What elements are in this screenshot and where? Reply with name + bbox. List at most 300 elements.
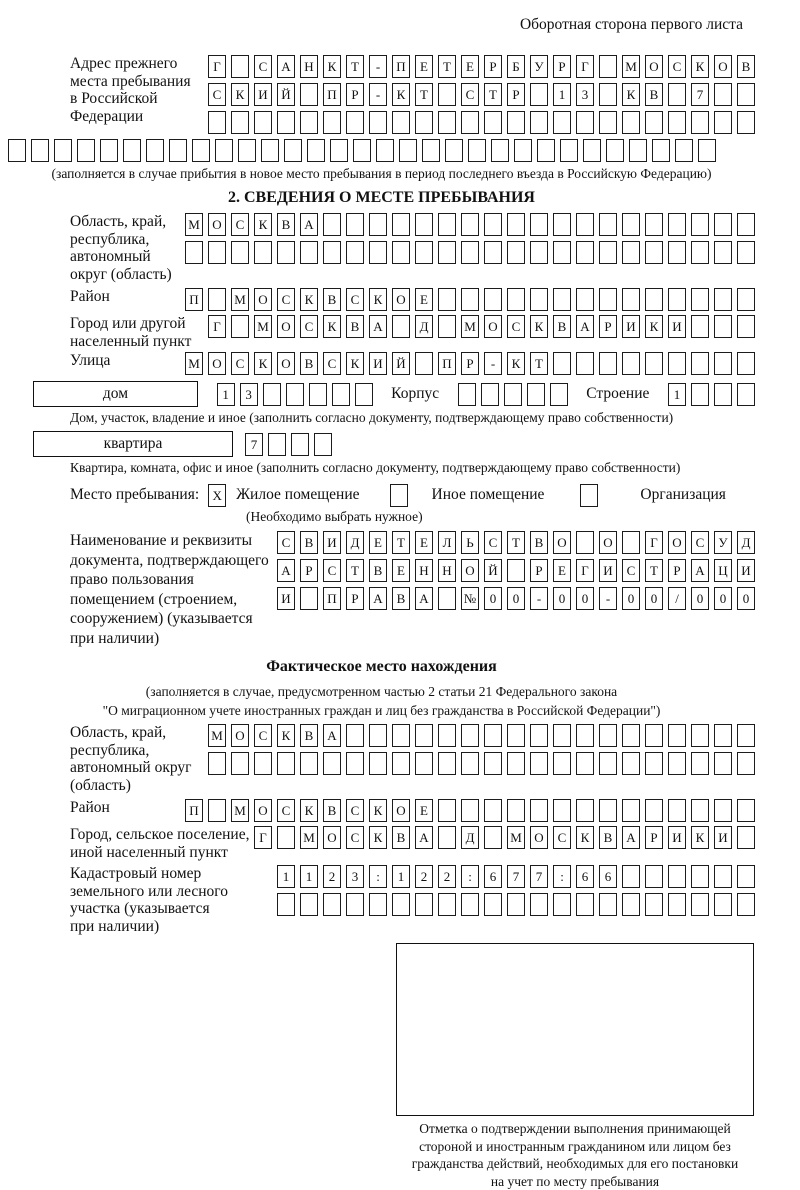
cadastral-label	[70, 865, 228, 935]
char-cell: Ц	[714, 559, 732, 582]
char-cell: П	[185, 288, 203, 311]
char-cell	[622, 799, 640, 822]
checkbox-residential: X	[208, 484, 226, 507]
char-cell	[504, 383, 522, 406]
char-cell	[737, 352, 755, 375]
char-cell	[714, 383, 732, 406]
char-cell	[300, 587, 318, 610]
char-cell	[484, 111, 502, 134]
char-cell	[668, 83, 686, 106]
char-cell: С	[277, 288, 295, 311]
char-cell: А	[277, 559, 295, 582]
apartment-note: Квартира, комната, офис и иное (заполнить согласно документу, подтверждающему право собственности)	[70, 460, 755, 476]
char-cell	[445, 139, 463, 162]
char-cell: Р	[553, 55, 571, 78]
char-cell	[392, 213, 410, 236]
char-cell: С	[346, 826, 364, 849]
char-cell	[652, 139, 670, 162]
char-cell	[530, 288, 548, 311]
char-cell	[231, 241, 249, 264]
region-field	[8, 213, 755, 283]
district-field	[8, 288, 755, 311]
district-label: Район	[70, 288, 110, 306]
char-cell	[691, 383, 709, 406]
label-line: Область, край,	[70, 213, 172, 231]
char-cell: О	[208, 213, 226, 236]
char-cell: И	[668, 826, 686, 849]
char-cell	[645, 724, 663, 747]
char-cell	[415, 724, 433, 747]
char-cell: А	[300, 213, 318, 236]
char-cell	[576, 724, 594, 747]
char-cell	[208, 752, 226, 775]
actual-city-row	[254, 826, 755, 849]
char-cell	[323, 111, 341, 134]
char-cell: А	[691, 559, 709, 582]
char-cell	[622, 724, 640, 747]
char-cell	[415, 213, 433, 236]
char-cell: С	[622, 559, 640, 582]
char-cell	[537, 139, 555, 162]
char-cell	[576, 241, 594, 264]
char-cell: И	[737, 559, 755, 582]
char-cell: 3	[346, 865, 364, 888]
char-cell: 3	[576, 83, 594, 106]
char-cell: 1	[217, 383, 235, 406]
label-line: Город или другой	[70, 315, 191, 333]
char-cell	[645, 893, 663, 916]
char-cell	[560, 139, 578, 162]
char-cell	[346, 241, 364, 264]
label-line: гражданства действий, необходимых для его постановки	[389, 1155, 761, 1173]
char-cell	[484, 724, 502, 747]
char-cell: Й	[277, 83, 295, 106]
char-cell	[353, 139, 371, 162]
stay-type-row	[70, 482, 755, 508]
label-line: Область, край,	[70, 724, 192, 742]
char-cell	[309, 383, 327, 406]
char-cell	[737, 724, 755, 747]
char-cell	[458, 383, 476, 406]
char-cell: М	[622, 55, 640, 78]
char-cell	[300, 893, 318, 916]
label-line: сооружением) (указывается	[70, 609, 269, 629]
char-cell: Г	[208, 55, 226, 78]
char-cell: Р	[530, 559, 548, 582]
char-cell: 0	[645, 587, 663, 610]
char-cell: К	[691, 55, 709, 78]
char-cell	[622, 288, 640, 311]
char-cell	[691, 865, 709, 888]
char-cell	[668, 111, 686, 134]
char-cell	[645, 288, 663, 311]
char-cell: 6	[599, 865, 617, 888]
char-cell	[438, 752, 456, 775]
char-cell	[254, 752, 272, 775]
char-cell	[714, 799, 732, 822]
document-row-3	[277, 587, 755, 610]
char-cell	[31, 139, 49, 162]
char-cell	[737, 83, 755, 106]
char-cell	[507, 893, 525, 916]
char-cell: Е	[415, 55, 433, 78]
char-cell: 2	[415, 865, 433, 888]
char-cell: Т	[415, 83, 433, 106]
char-cell	[323, 752, 341, 775]
actual-city-field	[8, 826, 755, 861]
stay-type-note: (Необходимо выбрать нужное)	[246, 509, 755, 525]
char-cell	[323, 213, 341, 236]
char-cell: -	[599, 587, 617, 610]
char-cell	[576, 111, 594, 134]
stroenie-label: Строение	[586, 381, 649, 407]
char-cell	[438, 83, 456, 106]
char-cell: К	[576, 826, 594, 849]
char-cell	[392, 752, 410, 775]
char-cell: В	[323, 799, 341, 822]
char-cell	[481, 383, 499, 406]
char-cell: У	[714, 531, 732, 554]
char-cell	[668, 213, 686, 236]
char-cell: К	[530, 315, 548, 338]
char-cell	[530, 724, 548, 747]
char-cell	[668, 893, 686, 916]
char-cell: П	[392, 55, 410, 78]
actual-district-row	[185, 799, 755, 822]
char-cell	[192, 139, 210, 162]
char-cell: А	[415, 826, 433, 849]
char-cell	[300, 752, 318, 775]
apartment-row	[33, 431, 755, 457]
char-cell	[737, 111, 755, 134]
char-cell	[737, 893, 755, 916]
char-cell	[645, 752, 663, 775]
char-cell: 6	[576, 865, 594, 888]
char-cell: С	[507, 315, 525, 338]
char-cell	[415, 893, 433, 916]
char-cell: В	[392, 826, 410, 849]
char-cell	[668, 724, 686, 747]
char-cell: Н	[415, 559, 433, 582]
label-line: Кадастровый номер	[70, 865, 228, 883]
char-cell	[553, 288, 571, 311]
char-cell	[714, 288, 732, 311]
korpus-label: Корпус	[391, 381, 439, 407]
char-cell: М	[208, 724, 226, 747]
char-cell: 0	[576, 587, 594, 610]
char-cell	[277, 111, 295, 134]
char-cell	[622, 865, 640, 888]
prior-address-field	[8, 55, 755, 134]
char-cell: 0	[507, 587, 525, 610]
char-cell: О	[392, 799, 410, 822]
region-row-1	[185, 213, 755, 236]
document-row-1	[277, 531, 755, 554]
char-cell	[376, 139, 394, 162]
char-cell: А	[323, 724, 341, 747]
actual-region-label	[70, 724, 192, 794]
char-cell	[691, 213, 709, 236]
label-line: в Российской	[70, 90, 191, 108]
char-cell	[737, 241, 755, 264]
char-cell	[461, 752, 479, 775]
apartment-number-row	[245, 433, 332, 456]
char-cell: Е	[415, 531, 433, 554]
house-note: Дом, участок, владение и иное (заполнить согласно документу, подтверждающему право собственности)	[70, 410, 755, 426]
label-line: на учет по месту пребывания	[389, 1173, 761, 1190]
char-cell: Р	[507, 83, 525, 106]
char-cell: Е	[553, 559, 571, 582]
char-cell	[461, 111, 479, 134]
char-cell	[553, 213, 571, 236]
option-organization-label: Организация	[640, 482, 726, 508]
char-cell: М	[254, 315, 272, 338]
char-cell	[461, 724, 479, 747]
char-cell: В	[737, 55, 755, 78]
char-cell	[77, 139, 95, 162]
char-cell: О	[231, 724, 249, 747]
char-cell	[314, 433, 332, 456]
char-cell	[8, 139, 26, 162]
char-cell: Р	[300, 559, 318, 582]
char-cell	[491, 139, 509, 162]
char-cell	[668, 752, 686, 775]
stay-type-label: Место пребывания:	[70, 482, 199, 508]
char-cell: Р	[346, 83, 364, 106]
char-cell	[668, 865, 686, 888]
char-cell	[323, 241, 341, 264]
char-cell	[599, 352, 617, 375]
char-cell	[737, 826, 755, 849]
char-cell	[530, 83, 548, 106]
char-cell	[553, 111, 571, 134]
char-cell	[514, 139, 532, 162]
char-cell	[714, 724, 732, 747]
char-cell	[215, 139, 233, 162]
char-cell	[415, 352, 433, 375]
char-cell	[507, 799, 525, 822]
char-cell	[737, 383, 755, 406]
char-cell: К	[691, 826, 709, 849]
char-cell: П	[185, 799, 203, 822]
char-cell	[291, 433, 309, 456]
char-cell: К	[231, 83, 249, 106]
char-cell: 1	[553, 83, 571, 106]
char-cell	[530, 799, 548, 822]
char-cell	[254, 111, 272, 134]
char-cell	[307, 139, 325, 162]
char-cell	[323, 893, 341, 916]
char-cell: /	[668, 587, 686, 610]
cadastral-field	[8, 865, 755, 935]
char-cell	[668, 352, 686, 375]
actual-location-note	[8, 682, 755, 720]
char-cell	[629, 139, 647, 162]
label-line: Адрес прежнего	[70, 55, 191, 73]
char-cell: В	[300, 531, 318, 554]
char-cell: О	[668, 531, 686, 554]
char-cell	[599, 893, 617, 916]
char-cell	[599, 83, 617, 106]
char-cell: Т	[645, 559, 663, 582]
char-cell	[399, 139, 417, 162]
char-cell	[530, 213, 548, 236]
char-cell	[691, 111, 709, 134]
label-line: участка (указывается	[70, 900, 228, 918]
label-line: республика,	[70, 742, 192, 760]
char-cell	[286, 383, 304, 406]
char-cell: 1	[277, 865, 295, 888]
char-cell: О	[254, 799, 272, 822]
char-cell: Д	[737, 531, 755, 554]
char-cell	[369, 111, 387, 134]
char-cell	[645, 799, 663, 822]
char-cell: А	[369, 587, 387, 610]
char-cell	[346, 752, 364, 775]
actual-region-row-2	[208, 752, 755, 775]
char-cell: С	[346, 288, 364, 311]
char-cell: О	[277, 315, 295, 338]
char-cell: С	[323, 352, 341, 375]
char-cell	[599, 288, 617, 311]
char-cell: Г	[576, 55, 594, 78]
char-cell	[507, 288, 525, 311]
char-cell	[461, 799, 479, 822]
char-cell	[484, 826, 502, 849]
char-cell: В	[530, 531, 548, 554]
char-cell	[415, 752, 433, 775]
char-cell	[714, 315, 732, 338]
char-cell: С	[277, 799, 295, 822]
document-label	[70, 531, 269, 648]
char-cell: А	[277, 55, 295, 78]
district-row	[185, 288, 755, 311]
char-cell	[645, 352, 663, 375]
char-cell: Т	[507, 531, 525, 554]
char-cell	[507, 213, 525, 236]
char-cell	[668, 799, 686, 822]
char-cell: К	[507, 352, 525, 375]
char-cell	[553, 352, 571, 375]
cadastral-rows	[277, 865, 755, 916]
char-cell	[484, 241, 502, 264]
char-cell	[622, 352, 640, 375]
char-cell	[169, 139, 187, 162]
char-cell: С	[553, 826, 571, 849]
actual-location-title: Фактическое место нахождения	[8, 658, 755, 676]
char-cell	[622, 752, 640, 775]
char-cell	[261, 139, 279, 162]
char-cell: Р	[599, 315, 617, 338]
char-cell: И	[668, 315, 686, 338]
char-cell	[576, 752, 594, 775]
char-cell	[714, 213, 732, 236]
char-cell	[714, 893, 732, 916]
char-cell: И	[277, 587, 295, 610]
label-line: Наименование и реквизиты	[70, 531, 269, 551]
street-row	[185, 352, 755, 375]
char-cell	[484, 893, 502, 916]
char-cell	[622, 531, 640, 554]
char-cell: И	[599, 559, 617, 582]
actual-district-label: Район	[70, 799, 110, 817]
prior-address-note: (заполняется в случае прибытия в новое место пребывания в период последнего въезда в Российскую Федерацию)	[8, 166, 755, 182]
char-cell	[714, 865, 732, 888]
char-cell: Е	[461, 55, 479, 78]
char-cell: 7	[245, 433, 263, 456]
char-cell	[208, 799, 226, 822]
label-line: (заполняется в случае, предусмотренном частью 2 статьи 21 Федерального закона	[8, 682, 755, 701]
char-cell	[277, 826, 295, 849]
char-cell	[691, 288, 709, 311]
char-cell: О	[208, 352, 226, 375]
char-cell	[392, 893, 410, 916]
prior-address-rows	[208, 55, 755, 134]
char-cell	[645, 865, 663, 888]
section2-title: 2. СВЕДЕНИЯ О МЕСТЕ ПРЕБЫВАНИЯ	[8, 189, 755, 207]
char-cell	[691, 799, 709, 822]
char-cell: С	[277, 531, 295, 554]
char-cell	[622, 111, 640, 134]
char-cell	[415, 111, 433, 134]
char-cell: К	[254, 213, 272, 236]
char-cell: В	[392, 587, 410, 610]
char-cell	[583, 139, 601, 162]
char-cell	[599, 55, 617, 78]
char-cell	[369, 241, 387, 264]
char-cell	[277, 241, 295, 264]
char-cell	[530, 111, 548, 134]
char-cell	[332, 383, 350, 406]
city-field	[8, 315, 755, 350]
char-cell: Т	[530, 352, 548, 375]
char-cell	[438, 799, 456, 822]
prior-address-row-3	[208, 111, 755, 134]
char-cell: О	[254, 288, 272, 311]
char-cell: Т	[392, 531, 410, 554]
char-cell	[550, 383, 568, 406]
char-cell	[576, 288, 594, 311]
char-cell: В	[599, 826, 617, 849]
char-cell: И	[254, 83, 272, 106]
char-cell	[346, 893, 364, 916]
char-cell: 0	[691, 587, 709, 610]
char-cell	[208, 288, 226, 311]
actual-district-field	[8, 799, 755, 822]
char-cell: С	[323, 559, 341, 582]
char-cell: Е	[415, 799, 433, 822]
char-cell	[691, 893, 709, 916]
actual-region-row-1	[208, 724, 755, 747]
char-cell: К	[254, 352, 272, 375]
region-label	[70, 213, 172, 283]
region-row-2	[185, 241, 755, 264]
char-cell	[576, 799, 594, 822]
actual-region-rows	[208, 724, 755, 775]
char-cell	[123, 139, 141, 162]
char-cell	[369, 752, 387, 775]
char-cell	[231, 315, 249, 338]
char-cell	[277, 893, 295, 916]
char-cell	[284, 139, 302, 162]
char-cell	[438, 315, 456, 338]
char-cell	[461, 213, 479, 236]
prior-address-label	[70, 55, 191, 125]
char-cell: Й	[392, 352, 410, 375]
char-cell: 7	[691, 83, 709, 106]
char-cell	[737, 288, 755, 311]
char-cell: О	[484, 315, 502, 338]
